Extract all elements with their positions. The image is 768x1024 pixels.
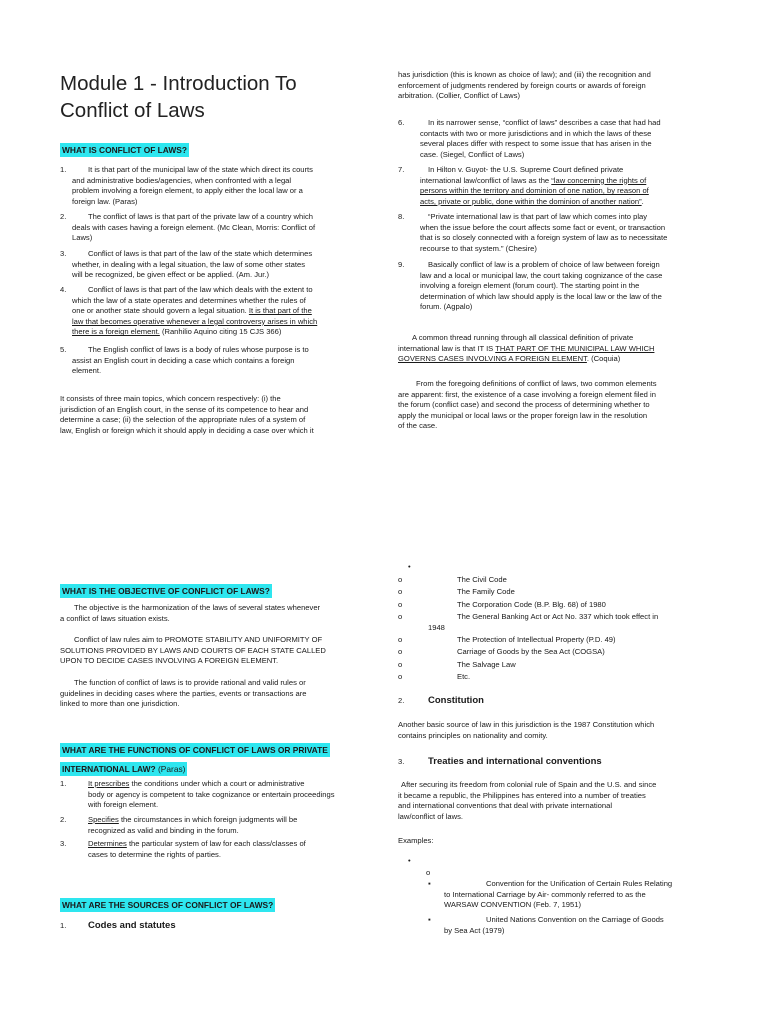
definition-6: 6. In its narrower sense, “conflict of laws” describes a case that had had contacts with two or more jurisdictions and in which the laws of these several places differ with respect to some issue that has arisen in the case. (Siegel, Conflict of Laws) — [398, 118, 661, 159]
code-item: o The Corporation Code (B.P. Blg. 68) of 1980 — [398, 599, 606, 609]
examples-bullet: • — [408, 856, 411, 865]
examples-label: Examples: — [398, 836, 434, 845]
definition-9: 9. Basically conflict of law is a problem of choice of law between foreign law and a local or municipal law, the court taking cognizance of the case involving a foreign element (forum court). The starting point in the determination of which law should apply is the local law or the law of the forum. (Agpalo) — [398, 260, 663, 312]
section-heading-sources: WHAT ARE THE SOURCES OF CONFLICT OF LAWS? — [62, 900, 274, 910]
stability-paragraph: Conflict of law rules aim to PROMOTE STABILITY AND UNIFORMITY OF SOLUTIONS PROVIDED BY LAWS AND COURTS OF EACH STATE CALLED UPON TO DECIDE CASES INVOLVING A FOREIGN ELEMENT. — [60, 635, 326, 666]
jurisdiction-continuation: has jurisdiction (this is known as choice of law); and (iii) the recognition and enforcement of judgments rendered by foreign courts or awards of foreign arbitration. (Collier, Conflict of Laws) — [398, 70, 651, 101]
code-item: o The Salvage Law — [398, 659, 516, 669]
treaties-paragraph: After securing its freedom from colonial rule of Spain and the U.S. and since it became a republic, the Philippines has entered into a number of treaties and international conventions that deal with private international law/conflict of laws. — [398, 780, 657, 821]
foregoing-paragraph: From the foregoing definitions of conflict of laws, two common elements are apparent: first, the existence of a case involving a foreign element filed in the forum (conflict case) and second the process of determining whether to apply the municipal or local laws or the proper foreign law in the resolution of the case. — [398, 379, 657, 431]
function-3: 3. Determines the particular system of law for each class/classes of cases to determine the rights of parties. — [60, 839, 306, 859]
codes-bullet: • — [408, 562, 411, 571]
constitution-paragraph: Another basic source of law in this jurisdiction is the 1987 Constitution which contains principles on nationality and comity. — [398, 720, 655, 740]
three-topics-paragraph: It consists of three main topics, which concern respectively: (i) the jurisdiction of an English court, in the sense of its competence to hear and determine a case; (ii) the selection of the appropriate rules of a system of law, English or foreign which it should apply in deciding a case over which it — [60, 394, 314, 435]
common-thread-paragraph: A common thread running through all classical definition of private international law is that IT IS THAT PART OF THE MUNICIPAL LAW WHICH GOVERNS CASES INVOLVING A FOREIGN ELEMENT. (Coquia) — [398, 333, 655, 364]
definition-1: 1. It is that part of the municipal law of the state which direct its courts and administrative bodies/agencies, when confronted with a legal problem involving a foreign element, to apply either the local law or a foreign law. (Paras) — [60, 165, 313, 206]
code-item: o The General Banking Act or Act No. 337 which took effect in 1948 — [398, 612, 659, 633]
examples-circle: o — [426, 868, 431, 877]
definition-4: 4. Conflict of laws is that part of the law which deals with the extent to which the law of a state operates and determines whether the rules of one or another state should govern a legal situation. It is that part of the law that becomes operative whenever a legal controversy arises in which there is a foreign element. (Ranhilio Aquino citing 15 CJS 366) — [60, 285, 318, 337]
title-line-1: Module 1 - Introduction To — [60, 72, 297, 95]
objective-paragraph: The objective is the harmonization of the laws of several states whenever a conflict of laws situation exists. — [60, 603, 321, 623]
function-paragraph: The function of conflict of laws is to provide rational and valid rules or guidelines in deciding cases where the parties, events or transactions are linked to more than one jurisdiction. — [60, 678, 307, 709]
definition-7: 7. In Hilton v. Guyot- the U.S. Supreme Court defined private international law/conflict of laws as the “law concerning the rights of persons within the territory and dominion of one nation, by reason of acts, private or public, done within the dominion of another nation”. — [398, 165, 649, 206]
definition-8: 8. “Private international law is that part of law which comes into play when the issue before the court affects some fact or event, or transaction that is so closely connected with a foreign system of law as to necessitate recourse to that system.” (Chesire) — [398, 212, 668, 253]
codes-list — [398, 575, 733, 684]
code-item: o Etc. — [398, 671, 471, 681]
code-item: o The Family Code — [398, 587, 515, 597]
code-item: o The Civil Code — [398, 575, 507, 584]
function-1: 1. It prescribes the conditions under which a court or administrative body or agency is competent to take cognizance or entertain proceedings with foreign element. — [60, 779, 335, 810]
function-2: 2. Specifies the circumstances in which foreign judgments will be recognized as valid and binding in the forum. — [60, 815, 298, 835]
definition-2: 2. The conflict of laws is that part of the private law of a country which deals with cases having a foreign element. (Mc Clean, Morris: Conflict of Laws) — [60, 212, 316, 243]
section-heading-conflict-of-laws: WHAT IS CONFLICT OF LAWS? — [62, 145, 187, 155]
definition-5: 5. The English conflict of laws is a body of rules whose purpose is to assist an English court in deciding a case which contains a foreign element. — [60, 345, 309, 376]
page-title — [60, 70, 360, 124]
section-heading-functions: WHAT ARE THE FUNCTIONS OF CONFLICT OF LAWS OR PRIVATE INTERNATIONAL LAW? (Paras) — [62, 745, 328, 774]
code-item: o The Protection of Intellectual Property (P.D. 49) — [398, 634, 616, 644]
title-line-2: Conflict of Laws — [60, 99, 205, 122]
definition-3: 3. Conflict of laws is that part of the law of the state which determines whether, in dealing with a legal situation, the law of some other states will be recognized, be given effect or be applied. (Am. Jur.) — [60, 249, 313, 280]
code-item: o Carriage of Goods by the Sea Act (COGSA) — [398, 647, 605, 657]
section-heading-objective: WHAT IS THE OBJECTIVE OF CONFLICT OF LAWS? — [62, 586, 270, 596]
